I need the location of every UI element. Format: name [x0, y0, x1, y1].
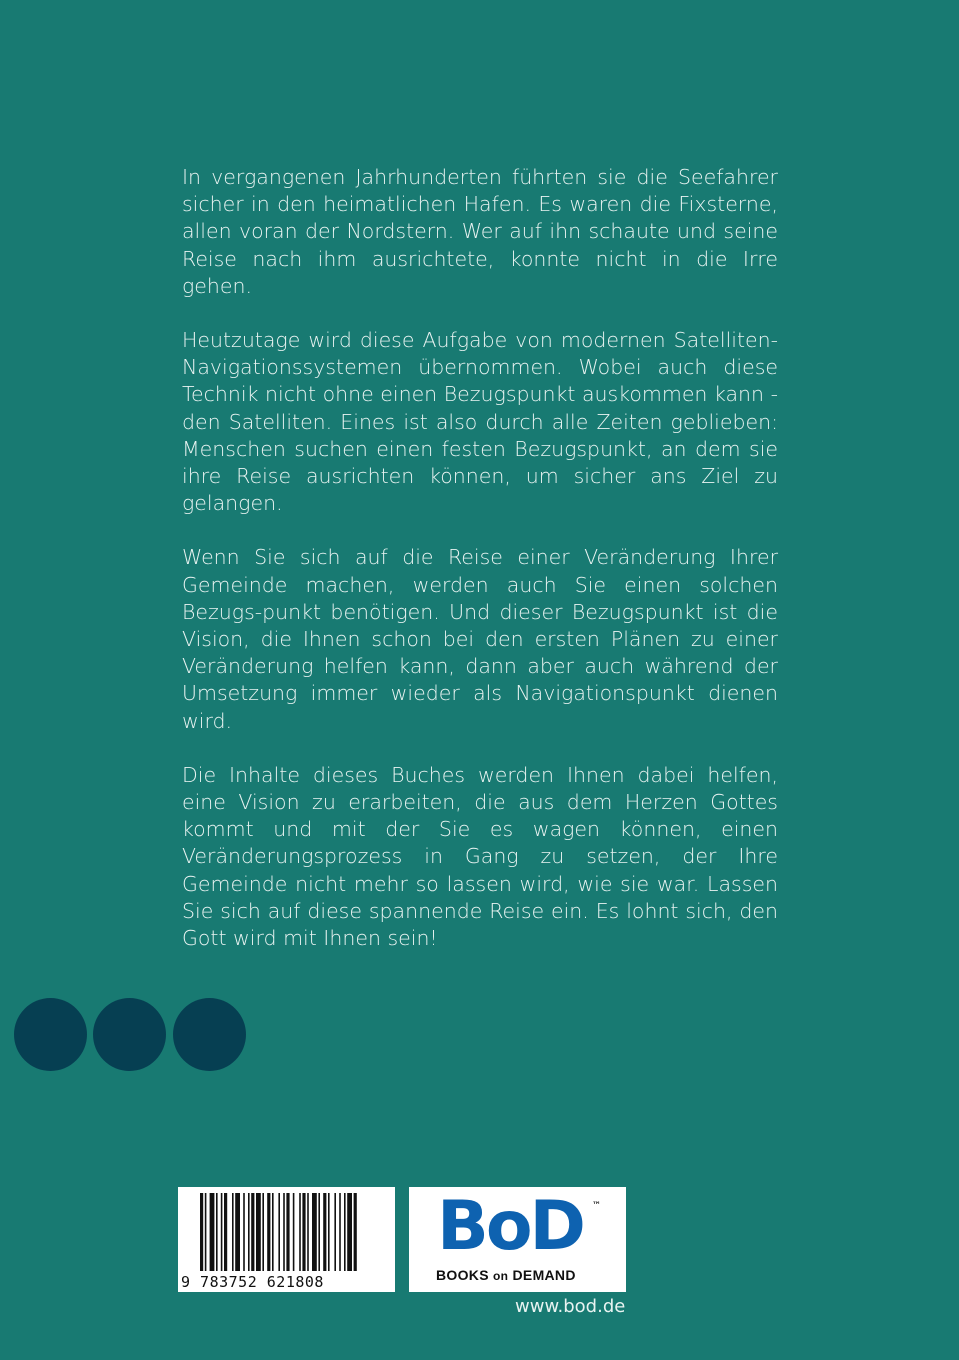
tagline-books: BOOKS: [436, 1267, 489, 1283]
barcode-bar: [224, 1193, 227, 1271]
barcode-bar: [221, 1193, 223, 1271]
barcode-bar: [251, 1193, 254, 1271]
barcode-bar: [235, 1193, 240, 1271]
barcode-bar: [339, 1193, 341, 1271]
barcode-bar: [328, 1193, 330, 1271]
barcode-bar: [200, 1193, 203, 1271]
barcode-bar: [256, 1193, 261, 1271]
blurb-paragraph-3: Wenn Sie sich auf die Reise einer Veränderung Ihrer Gemeinde machen, werden auch Sie einen solchen Bezugs-punkt benötigen. Und dieser Bezugspunkt ist die Vision, die Ihnen schon bei den ersten Plänen zu einer Veränderung helfen kann, dann aber auch während der Umsetzung immer wieder als Navigationspunkt dienen wird.: [182, 545, 778, 733]
barcode-bar: [243, 1193, 245, 1271]
barcode-bar: [216, 1193, 218, 1271]
decorative-dot: [173, 998, 246, 1071]
barcode-bar: [312, 1193, 317, 1271]
decorative-dot: [93, 998, 166, 1071]
barcode-bar: [307, 1193, 309, 1271]
barcode-bar: [347, 1193, 352, 1271]
barcode-bar: [299, 1193, 301, 1271]
barcode-bar: [205, 1193, 207, 1271]
barcode-bar: [262, 1193, 264, 1271]
barcode-bar: [293, 1193, 295, 1271]
publisher-url: www.bod.de: [515, 1296, 626, 1317]
bod-logo-tagline: [436, 1267, 576, 1283]
blurb-paragraph-1: In vergangenen Jahrhunderten führten sie die Seefahrer sicher in den heimatlichen Hafen. Es waren die Fixsterne, allen voran der Nordstern. Wer auf ihn schaute und seine Reise nach ihm ausrichtete, konnte nicht in die Irre gehen.: [182, 165, 778, 298]
blurb-paragraph-4: Die Inhalte dieses Buches werden Ihnen dabei helfen, eine Vision zu erarbeiten, die aus dem Herzen Gottes kommt und mit der Sie es wagen können, einen Veränderungsprozess in Gang zu setzen, der Ihre Gemeinde nicht mehr so lassen wird, wie sie war. Lassen Sie sich auf diese spannende Reise ein. Es lohnt sich, den Gott wird mit Ihnen sein!: [182, 762, 778, 951]
barcode-bar: [210, 1193, 215, 1271]
isbn-digits: 9 783752 621808: [181, 1273, 324, 1291]
barcode-bar: [323, 1193, 326, 1271]
barcode-bar: [272, 1193, 274, 1271]
barcode-bar: [302, 1193, 305, 1271]
decorative-dot: [14, 998, 87, 1071]
tagline-demand: DEMAND: [512, 1267, 576, 1283]
bod-logo: [409, 1187, 626, 1292]
barcode-bar: [283, 1193, 285, 1271]
trademark-symbol: ™: [592, 1201, 601, 1211]
isbn-barcode: [178, 1187, 395, 1292]
barcode-bar: [286, 1193, 289, 1271]
barcode-bar: [354, 1193, 357, 1271]
barcode-bar: [232, 1193, 234, 1271]
barcode-bar: [278, 1193, 280, 1271]
bod-logo-wordmark: BoD: [437, 1187, 583, 1266]
barcode-bar: [344, 1193, 346, 1271]
barcode-bar: [318, 1193, 320, 1271]
barcode-bar: [334, 1193, 336, 1271]
back-cover-blurb: [182, 164, 778, 979]
barcode-bar: [267, 1193, 270, 1271]
tagline-on: on: [493, 1269, 509, 1283]
blurb-paragraph-2: Heutzutage wird diese Aufgabe von modernen Satelliten-Navigationssystemen übernommen. Wobei auch diese Technik nicht ohne einen Bezugspunkt auskommen kann - den Satelliten. Eines ist also durch alle Zeiten geblieben: Menschen suchen einen festen Bezugspunkt, an dem sie ihre Reise ausrichten können, um sicher ans Ziel zu gelangen.: [182, 328, 778, 516]
barcode-bar: [248, 1193, 250, 1271]
